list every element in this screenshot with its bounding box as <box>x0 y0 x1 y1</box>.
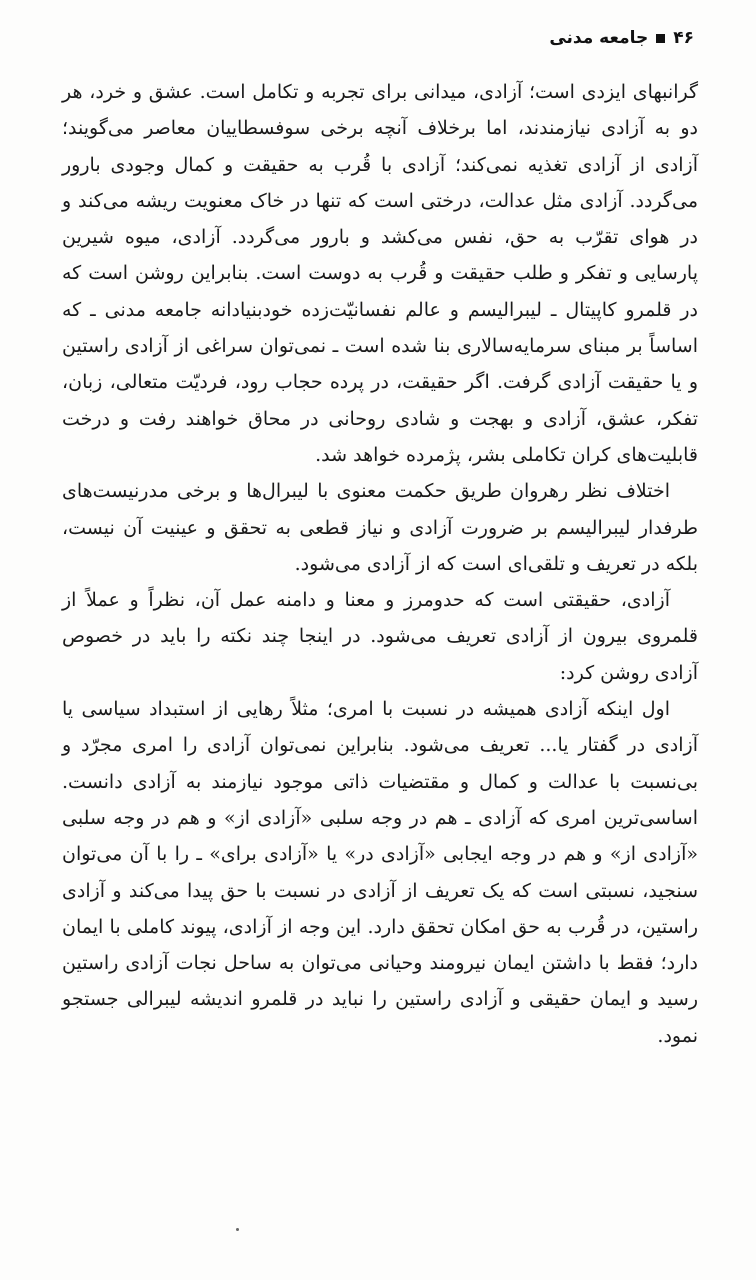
paragraph-2: اختلاف نظر رهروان طریق حکمت معنوی با لیبرال‌ها و برخی مدرنیست‌های طرفدار لیبرالیسم بر ضرورت آزادی و نیاز قطعی به تحقق و عینیت آن نیست، بلکه در تعریف و تلقی‌ای است که از آزادی می‌شود. <box>62 480 698 575</box>
page-number: ۴۶ <box>673 28 694 48</box>
paragraph-1: گرانبهای ایزدی است؛ آزادی، میدانی برای تجربه و تکامل است. عشق و خرد، هر دو به آزادی نیازمندند، اما برخلاف آنچه برخی سوفسطاییان معاصر می‌گویند؛ آزادی از آزادی تغذیه نمی‌کند؛ آزادی با قُرب به حقیقت و کمال وجودی بارور می‌گردد. آزادی مثل عدالت، درختی است که تنها در خاک معنویت ریشه می‌کند و در هوای تقرّب به حق، نفس می‌کشد و بارور می‌گردد. آزادی، میوه شیرین پارسایی و تفکر و طلب حقیقت و قُرب به دوست است. بنابراین روشن است که در قلمرو کاپیتال ـ لیبرالیسم و عالم نفسانیّت‌زده خودبنیادانه جامعه مدنی ـ که اساساً بر مبنای سرمایه‌سالاری بنا شده است ـ نمی‌توان سراغی از آزادی راستین و یا حقیقت آزادی گرفت. اگر حقیقت، در پرده حجاب رود، فردیّت متعالی، زبان، تفکر، عشق، آزادی و بهجت و شادی روحانی در محاق خواهند رفت و درخت قابلیت‌های کران تکاملی بشر، پژمرده خواهد شد. <box>62 81 698 466</box>
page-body <box>62 74 698 1054</box>
header-square-bullet <box>656 34 665 43</box>
print-speck <box>236 1228 239 1231</box>
paragraph-4: اول اینکه آزادی همیشه در نسبت با امری؛ مثلاً رهایی از استبداد سیاسی یا آزادی در گفتار یا... تعریف می‌شود. بنابراین نمی‌توان آزادی را امری مجرّد و بی‌نسبت با عدالت و کمال و مقتضیات ذاتی موجود نیازمند به آزادی دانست. اساسی‌ترین امری که آزادی ـ هم در وجه سلبی «آزادی از» و هم در وجه سلبی «آزادی از» و هم در وجه ایجابی «آزادی در» یا «آزادی برای» ـ را با آن می‌توان سنجید، نسبتی است که یک تعریف از آزادی در نسبت با حق پیدا می‌کند و آزادی راستین، در قُرب به حق امکان تحقق دارد. این وجه از آزادی، پیوند کاملی با ایمان دارد؛ فقط با داشتن ایمان نیرومند وحیانی می‌توان به ساحل نجات آزادی راستین رسید و ایمان حقیقی و آزادی راستین را نباید در قلمرو اندیشه لیبرالی جستجو نمود. <box>62 698 698 1047</box>
paragraph-3: آزادی، حقیقتی است که حدومرز و معنا و دامنه عمل آن، نظراً و عملاً از قلمروی بیرون از آزادی تعریف می‌شود. در اینجا چند نکته را باید در خصوص آزادی روشن کرد: <box>62 589 698 684</box>
running-header <box>549 28 694 48</box>
book-title: جامعه مدنی <box>549 28 649 48</box>
